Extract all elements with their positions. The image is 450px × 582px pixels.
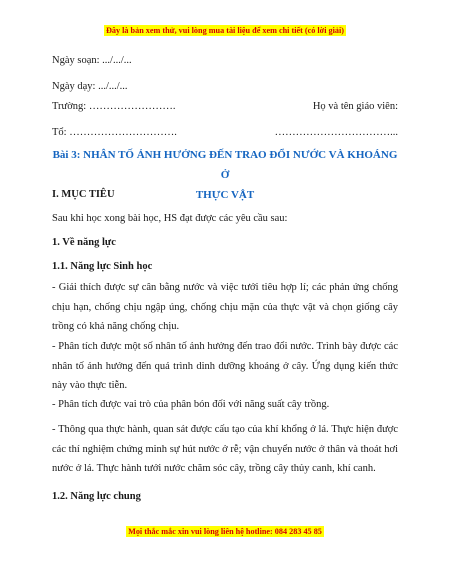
paragraph-2: - Phân tích được một số nhân tố ảnh hưởng đến trao đổi nước. Trình bày được các nhân tố ảnh hưởng đến quá trình dinh dưỡng khoáng ở cây. Ứng dụng kiến thức này vào thực tiễn.: [52, 341, 398, 391]
ngay-soan: Ngày soạn: .../.../...: [52, 55, 132, 66]
sub-nang-luc-chung: 1.2. Năng lực chung: [52, 491, 141, 502]
paragraph-4: - Thông qua thực hành, quan sát được cấu tạo của khí khổng ở lá. Thực hiện được các thí nghiệm chứng minh sự hút nước ở rễ; vận chuyển nước ở thân và thoát hơi nước ở lá. Thực hành tưới nước chăm sóc cây, trồng cây thủy canh, khí canh.: [52, 424, 398, 474]
giao-vien: Họ và tên giáo viên:: [312, 101, 398, 112]
truong: Trường: …………………….: [52, 101, 176, 112]
paragraph-3: - Phân tích được vai trò của phân bón đối với năng suất cây trồng.: [52, 399, 330, 410]
lesson-title-line2: THỰC VẬT: [195, 189, 255, 201]
section-muc-tieu: I. MỤC TIÊU: [52, 189, 115, 200]
to: Tổ: ………………………….: [52, 127, 177, 138]
hotline-banner-text: Mọi thắc mắc xin vui lòng liên hệ hotline: 084 283 45 85: [128, 527, 322, 536]
to-row: [52, 127, 398, 138]
school-row: [52, 101, 398, 112]
lesson-title-line1: Bài 3: NHÂN TỐ ẢNH HƯỞNG ĐẾN TRAO ĐỔI NƯỚC VÀ KHOÁNG Ở: [52, 149, 398, 181]
sub-ve-nang-luc: 1. Về năng lực: [52, 237, 116, 248]
paragraph-1: - Giải thích được sự cân bằng nước và việc tưới tiêu hợp lí; các phản ứng chống chịu hạn, chống chịu ngập úng, chống chịu mặn của thực vật và chọn giống cây trồng có khả năng chống chịu.: [52, 282, 398, 332]
preview-banner-text: Đây là bản xem thử, vui lòng mua tài liệu để xem chi tiết (có lời giải): [105, 26, 344, 35]
preview-banner: [0, 26, 450, 35]
hotline-banner: [0, 527, 450, 536]
sub-nang-luc-sinh-hoc: 1.1. Năng lực Sinh học: [52, 261, 153, 272]
intro-text: Sau khi học xong bài học, HS đạt được các yêu cầu sau:: [52, 213, 288, 224]
ngay-day: Ngày dạy: .../.../...: [52, 81, 128, 92]
giao-vien-dots: ……………………………...: [274, 127, 398, 138]
